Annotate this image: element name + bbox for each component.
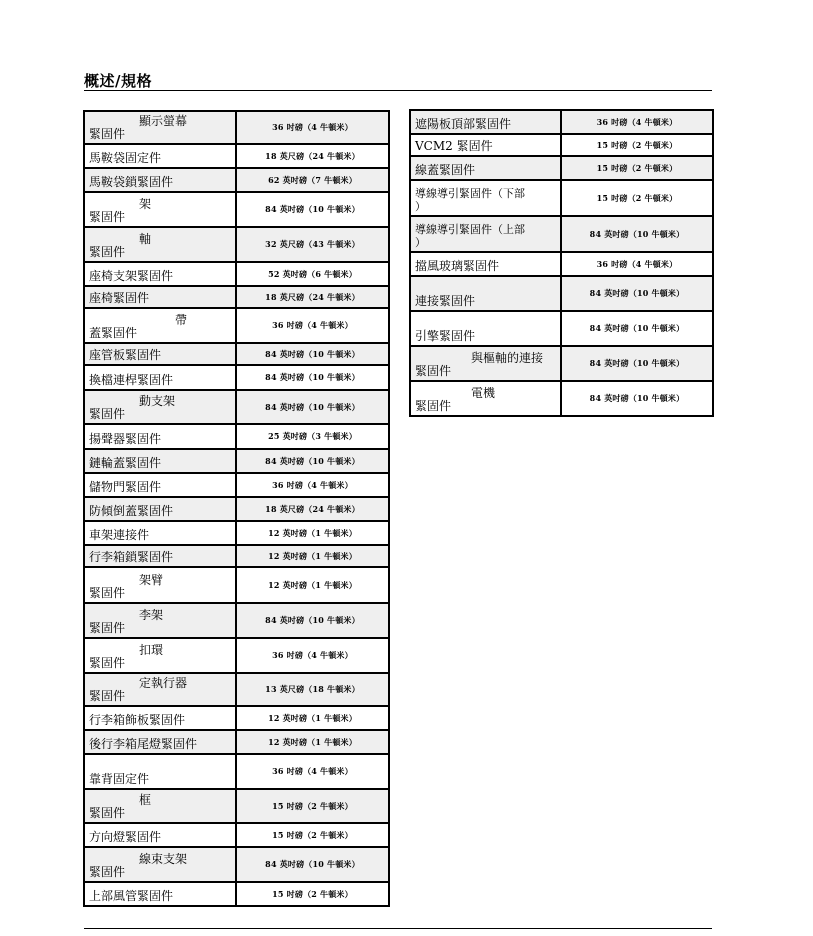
torque-value: 15 吋磅（2 牛頓米） <box>561 180 713 216</box>
table-row <box>84 192 389 227</box>
fastener-name: 後行李箱尾燈緊固件 <box>84 730 236 754</box>
fastener-name: 上部風管緊固件 <box>84 882 236 906</box>
fastener-name: 架 緊固件 <box>84 192 236 227</box>
torque-value: 32 英尺磅（43 牛頓米） <box>236 227 389 262</box>
table-row <box>84 882 389 906</box>
fastener-name: 框 緊固件 <box>84 789 236 823</box>
table-row <box>410 346 713 381</box>
table-row <box>84 343 389 365</box>
table-row <box>84 168 389 192</box>
torque-value: 25 英吋磅（3 牛頓米） <box>236 424 389 449</box>
torque-spec-table-right <box>409 109 714 417</box>
fastener-name: 方向燈緊固件 <box>84 823 236 847</box>
torque-value: 18 英尺磅（24 牛頓米） <box>236 497 389 521</box>
fastener-name: 與樞軸的連接 緊固件 <box>410 346 561 381</box>
table-row <box>84 473 389 497</box>
torque-value: 84 英吋磅（10 牛頓米） <box>236 365 389 390</box>
table-row <box>410 110 713 134</box>
torque-value: 13 英尺磅（18 牛頓米） <box>236 673 389 706</box>
table-row <box>84 603 389 638</box>
table-row <box>84 754 389 789</box>
torque-value: 84 英吋磅（10 牛頓米） <box>236 343 389 365</box>
fastener-name: VCM2 緊固件 <box>410 134 561 156</box>
torque-value: 84 英吋磅（10 牛頓米） <box>236 449 389 473</box>
torque-value: 84 英吋磅（10 牛頓米） <box>236 390 389 424</box>
fastener-name: 車架連接件 <box>84 521 236 545</box>
torque-value: 12 英吋磅（1 牛頓米） <box>236 567 389 603</box>
table-row <box>84 823 389 847</box>
fastener-name: 導線導引緊固件（下部 ） <box>410 180 561 216</box>
torque-value: 36 吋磅（4 牛頓米） <box>236 308 389 343</box>
table-row <box>410 276 713 311</box>
table-row <box>410 381 713 416</box>
torque-value: 15 吋磅（2 牛頓米） <box>561 156 713 180</box>
fastener-name: 行李箱飾板緊固件 <box>84 706 236 730</box>
torque-value: 12 英吋磅（1 牛頓米） <box>236 545 389 567</box>
torque-value: 62 英吋磅（7 牛頓米） <box>236 168 389 192</box>
table-row <box>84 545 389 567</box>
fastener-name: 線束支架 緊固件 <box>84 847 236 882</box>
table-row <box>84 286 389 308</box>
table-row <box>84 365 389 390</box>
fastener-name: 靠背固定件 <box>84 754 236 789</box>
fastener-name: 扣環 緊固件 <box>84 638 236 673</box>
title-rule <box>84 90 712 91</box>
torque-spec-table-left <box>83 110 390 907</box>
fastener-name: 引擎緊固件 <box>410 311 561 346</box>
torque-value: 36 吋磅（4 牛頓米） <box>561 110 713 134</box>
torque-value: 12 英吋磅（1 牛頓米） <box>236 730 389 754</box>
torque-value: 36 吋磅（4 牛頓米） <box>236 111 389 144</box>
fastener-name: 儲物門緊固件 <box>84 473 236 497</box>
table-row <box>84 789 389 823</box>
torque-value: 36 吋磅（4 牛頓米） <box>236 638 389 673</box>
fastener-name: 連接緊固件 <box>410 276 561 311</box>
torque-value: 18 英尺磅（24 牛頓米） <box>236 286 389 308</box>
fastener-name: 防傾倒蓋緊固件 <box>84 497 236 521</box>
torque-value: 15 吋磅（2 牛頓米） <box>561 134 713 156</box>
table-row <box>84 521 389 545</box>
fastener-name: 換檔連桿緊固件 <box>84 365 236 390</box>
torque-value: 84 英吋磅（10 牛頓米） <box>561 381 713 416</box>
table-row <box>84 111 389 144</box>
fastener-name: 帶 蓋緊固件 <box>84 308 236 343</box>
fastener-name: 軸 緊固件 <box>84 227 236 262</box>
table-row <box>84 308 389 343</box>
fastener-name: 動支架 緊固件 <box>84 390 236 424</box>
fastener-name: 導線導引緊固件（上部 ） <box>410 216 561 252</box>
table-row <box>84 567 389 603</box>
torque-value: 84 英吋磅（10 牛頓米） <box>561 276 713 311</box>
fastener-name: 座管板緊固件 <box>84 343 236 365</box>
table-row <box>84 449 389 473</box>
page-title: 概述/規格 <box>84 72 152 90</box>
table-row <box>410 216 713 252</box>
fastener-name: 定執行器 緊固件 <box>84 673 236 706</box>
torque-value: 36 吋磅（4 牛頓米） <box>236 754 389 789</box>
table-row <box>84 638 389 673</box>
fastener-name: 李架 緊固件 <box>84 603 236 638</box>
table-row <box>84 262 389 286</box>
torque-value: 36 吋磅（4 牛頓米） <box>561 252 713 276</box>
table-row <box>84 847 389 882</box>
torque-value: 18 英尺磅（24 牛頓米） <box>236 144 389 168</box>
table-row <box>410 311 713 346</box>
torque-value: 84 英吋磅（10 牛頓米） <box>236 603 389 638</box>
torque-value: 36 吋磅（4 牛頓米） <box>236 473 389 497</box>
fastener-name: 線蓋緊固件 <box>410 156 561 180</box>
torque-value: 12 英吋磅（1 牛頓米） <box>236 706 389 730</box>
table-row <box>410 252 713 276</box>
table-row <box>410 156 713 180</box>
table-row <box>84 424 389 449</box>
table-row <box>84 706 389 730</box>
fastener-name: 電機 緊固件 <box>410 381 561 416</box>
fastener-name: 座椅緊固件 <box>84 286 236 308</box>
fastener-name: 遮陽板頂部緊固件 <box>410 110 561 134</box>
fastener-name: 架臂 緊固件 <box>84 567 236 603</box>
torque-value: 15 吋磅（2 牛頓米） <box>236 823 389 847</box>
fastener-name: 座椅支架緊固件 <box>84 262 236 286</box>
torque-value: 12 英吋磅（1 牛頓米） <box>236 521 389 545</box>
torque-value: 84 英吋磅（10 牛頓米） <box>561 346 713 381</box>
table-row <box>84 390 389 424</box>
fastener-name: 行李箱鎖緊固件 <box>84 545 236 567</box>
fastener-name: 馬鞍袋鎖緊固件 <box>84 168 236 192</box>
fastener-name: 擋風玻璃緊固件 <box>410 252 561 276</box>
torque-value: 84 英吋磅（10 牛頓米） <box>236 847 389 882</box>
fastener-name: 揚聲器緊固件 <box>84 424 236 449</box>
torque-value: 84 英吋磅（10 牛頓米） <box>561 216 713 252</box>
table-row <box>84 227 389 262</box>
table-row <box>84 673 389 706</box>
fastener-name: 鏈輪蓋緊固件 <box>84 449 236 473</box>
table-row <box>410 134 713 156</box>
torque-value: 15 吋磅（2 牛頓米） <box>236 789 389 823</box>
footer-rule <box>84 928 712 929</box>
torque-value: 15 吋磅（2 牛頓米） <box>236 882 389 906</box>
torque-value: 84 英吋磅（10 牛頓米） <box>236 192 389 227</box>
table-row <box>84 497 389 521</box>
fastener-name: 顯示螢幕 緊固件 <box>84 111 236 144</box>
table-row <box>84 730 389 754</box>
fastener-name: 馬鞍袋固定件 <box>84 144 236 168</box>
torque-value: 52 英吋磅（6 牛頓米） <box>236 262 389 286</box>
table-row <box>84 144 389 168</box>
torque-value: 84 英吋磅（10 牛頓米） <box>561 311 713 346</box>
table-row <box>410 180 713 216</box>
